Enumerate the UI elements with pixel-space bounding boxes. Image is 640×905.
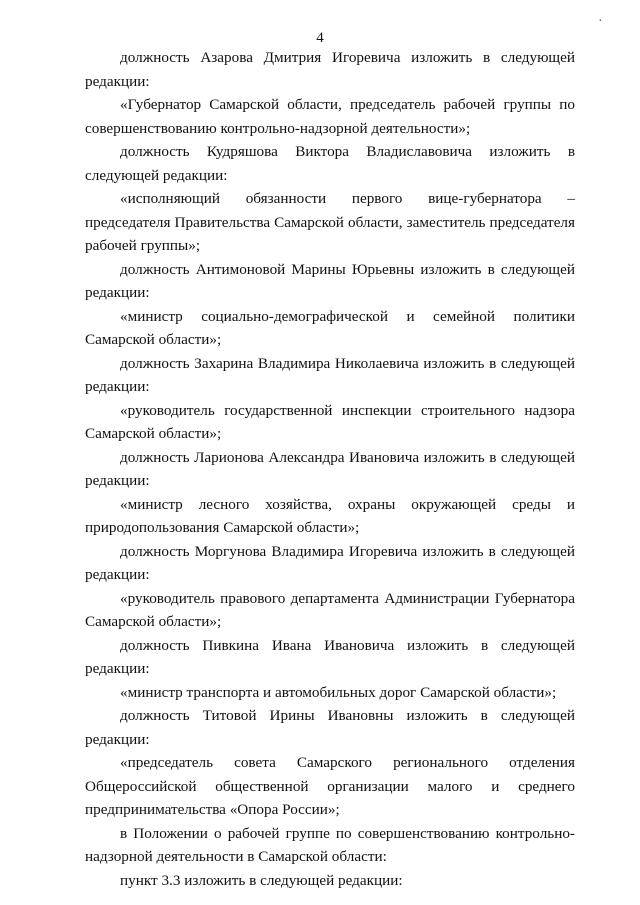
document-body — [85, 46, 575, 892]
paragraph-17: в Положении о рабочей группе по совершенствованию контрольно-надзорной деятельности в Самарской области: — [85, 824, 575, 865]
paragraph-6: «министр социально-демографической и семейной политики Самарской области»; — [85, 307, 575, 348]
paragraph-18: пункт 3.3 изложить в следующей редакции: — [120, 871, 403, 889]
paragraph-1: должность Азарова Дмитрия Игоревича изложить в следующей редакции: — [85, 49, 575, 90]
paragraph-2: «Губернатор Самарской области, председатель рабочей группы по совершенствованию контрольно-надзорной деятельности»; — [85, 96, 575, 137]
paragraph-11: должность Моргунова Владимира Игоревича изложить в следующей редакции: — [85, 542, 575, 583]
corner-mark: · — [598, 14, 603, 29]
paragraph-4: «исполняющий обязанности первого вице-губернатора – председателя Правительства Самарской области, заместитель председателя рабочей группы»; — [85, 190, 575, 254]
paragraph-14: «министр транспорта и автомобильных дорог Самарской области»; — [120, 683, 557, 701]
paragraph-9: должность Ларионова Александра Ивановича изложить в следующей редакции: — [85, 448, 575, 489]
paragraph-15: должность Титовой Ирины Ивановны изложить в следующей редакции: — [85, 707, 575, 748]
paragraph-10: «министр лесного хозяйства, охраны окружающей среды и природопользования Самарской области»; — [85, 495, 575, 536]
paragraph-13: должность Пивкина Ивана Ивановича изложить в следующей редакции: — [85, 636, 575, 677]
paragraph-16: «председатель совета Самарского регионального отделения Общероссийской общественной организации малого и среднего предпринимательства «Опора России»; — [85, 754, 575, 818]
paragraph-5: должность Антимоновой Марины Юрьевны изложить в следующей редакции: — [85, 260, 575, 301]
paragraph-8: «руководитель государственной инспекции строительного надзора Самарской области»; — [85, 401, 575, 442]
paragraph-7: должность Захарина Владимира Николаевича изложить в следующей редакции: — [85, 354, 575, 395]
paragraph-3: должность Кудряшова Виктора Владиславовича изложить в следующей редакции: — [85, 143, 575, 184]
page-number: 4 — [316, 30, 324, 46]
paragraph-12: «руководитель правового департамента Администрации Губернатора Самарской области»; — [85, 589, 575, 630]
